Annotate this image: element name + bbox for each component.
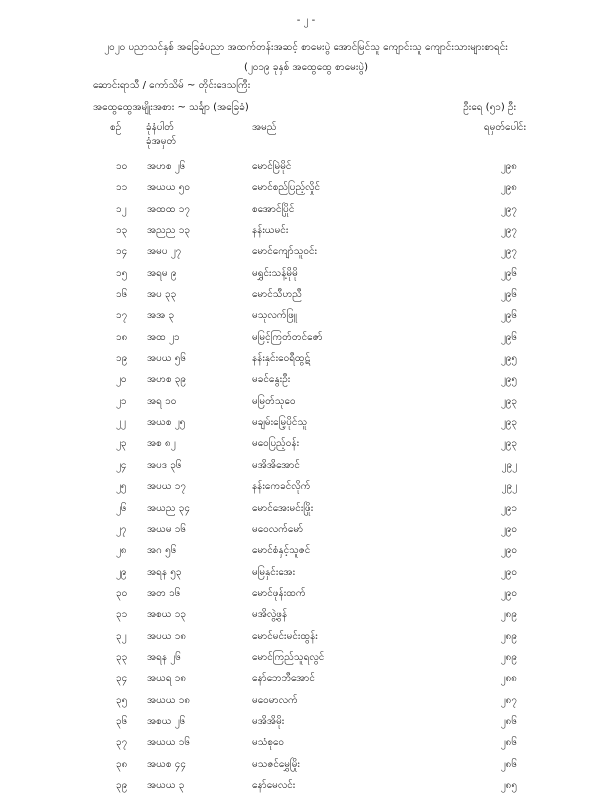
table-row (0, 202, 612, 223)
row-name: မောင်မင်းမင်းထွန်း (252, 630, 318, 642)
row-number: ၁၇ (116, 310, 128, 322)
row-roll-number: အမပ ၂၇ (147, 246, 182, 258)
table-row (0, 180, 612, 201)
row-name: မသံစုဝေ (252, 737, 285, 749)
row-name: မချမ်းမြေ့ပိုင်သူ (252, 417, 308, 429)
row-marks: ၂၈၉ (500, 609, 517, 621)
row-roll-number: အအ ၃ (147, 310, 175, 322)
table-row (0, 650, 612, 671)
table-row (0, 223, 612, 244)
row-number: ၂၂ (116, 417, 126, 429)
row-roll-number: အပယ ၁၈ (147, 630, 187, 642)
row-name: မအိအိအောင် (252, 459, 300, 471)
table-row (0, 543, 612, 564)
row-number: ၃၆ (116, 715, 128, 727)
table-row (0, 714, 612, 735)
row-roll-number: အစ ၈၂ (147, 438, 176, 450)
row-name: မမြနှင်းအေး (252, 566, 296, 578)
table-row (0, 586, 612, 607)
row-number: ၂၉ (116, 566, 127, 578)
row-number: ၁၂ (116, 203, 127, 215)
row-marks: ၂၉၂ (501, 481, 517, 493)
table-row (0, 244, 612, 265)
row-number: ၂၅ (116, 481, 127, 493)
row-roll-number: အရန ၅၃ (147, 566, 182, 578)
row-roll-number: အတ ၁၆ (147, 587, 181, 599)
row-number: ၃၈ (116, 758, 128, 770)
row-marks: ၂၉၇ (500, 203, 517, 215)
row-name: မောင်ကြည်သူရလွင် (252, 651, 325, 663)
row-roll-number: အရန ၂၆ (147, 651, 181, 663)
document-subtitle: (၂၀၁၉ ခုနှစ် အထွေထွေ စာမေးပွဲ) (243, 62, 369, 73)
row-marks: ၂၉၀ (500, 587, 517, 599)
page-number: - ၂ - (296, 15, 316, 26)
row-roll-number: အယယ ၁၆ (147, 737, 191, 749)
row-roll-number: အရမ ၉ (147, 267, 177, 279)
row-name: စအောင်ပြိုင် (252, 203, 295, 215)
row-roll-number: အယည ၃၄ (147, 502, 190, 514)
row-marks: ၂၉၆ (500, 310, 517, 322)
row-name: မအိလွဲ့ဖွန် (252, 609, 288, 621)
row-name: နော်မေလင်း (252, 779, 296, 791)
row-roll-number: အယမ ၁၆ (147, 523, 187, 535)
row-number: ၁၆ (116, 289, 128, 301)
row-roll-number: အပဒ ၃၆ (147, 459, 182, 471)
row-roll-number: အရ ၁၀ (147, 395, 177, 407)
row-number: ၁၄ (116, 246, 128, 258)
row-marks: ၂၉၈ (500, 182, 517, 194)
row-marks: ၂၈၆ (500, 758, 517, 770)
row-roll-number: အဂ ၅၆ (147, 545, 177, 557)
table-row (0, 757, 612, 778)
row-marks: ၂၉၆ (500, 289, 517, 301)
table-row (0, 607, 612, 628)
row-roll-number: အပ ၃၃ (147, 289, 177, 301)
row-roll-number: အဟစ ၂၆ (147, 161, 186, 172)
table-row (0, 693, 612, 714)
row-number: ၁၅ (116, 267, 128, 279)
table-row (0, 266, 612, 287)
row-marks: ၂၉၃ (500, 417, 517, 429)
table-row (0, 479, 612, 500)
row-name: မောင်အေးမင်းဖြိုး (252, 502, 314, 514)
row-number: ၃၉ (116, 779, 128, 791)
row-name: မမြတ်သုဝေ (252, 395, 296, 407)
row-number: ၃၀ (116, 587, 128, 599)
row-number: ၁၃ (116, 225, 128, 237)
row-name: နန်းကေခင်လိုက် (252, 481, 311, 493)
row-number: ၁၁ (116, 182, 128, 194)
total-count: ဦးရေ (၅၁) ဦး (463, 102, 516, 113)
table-row (0, 671, 612, 692)
row-roll-number: အယယ ၃ (147, 779, 185, 791)
table-row (0, 501, 612, 522)
row-name: မရွှင်းသန့်မိုမို (252, 267, 298, 279)
row-marks: ၂၉၈ (500, 161, 517, 172)
row-name: မောင်စည်ပြည့်လှိုင် (252, 182, 321, 194)
subject-category: အထွေထွေအမျိုးအစား ~ သင်္ချာ (အခြေခံ) (93, 102, 249, 113)
row-name: မောင်ကျော်သူဝင်း (252, 246, 318, 258)
table-row (0, 735, 612, 756)
row-name: မသုလက်ဖြူ (252, 310, 297, 322)
row-roll-number: အထထ ၁၇ (147, 203, 190, 215)
row-marks: ၂၉၁ (500, 502, 517, 514)
row-number: ၂၆ (116, 502, 127, 514)
row-name: မဝေမာလက် (252, 694, 298, 706)
row-name: နန်းယမင်း (252, 225, 289, 237)
row-marks: ၂၈၆ (500, 715, 517, 727)
row-marks: ၂၈၉ (500, 651, 517, 663)
row-marks: ၂၉၆ (500, 267, 517, 279)
row-number: ၂၄ (116, 459, 127, 471)
row-marks: ၂၈၈ (500, 673, 517, 685)
row-number: ၁၀ (116, 161, 128, 172)
row-number: ၁၈ (116, 331, 128, 343)
row-name: မအိအိမိုး (252, 715, 285, 727)
table-row (0, 308, 612, 329)
row-number: ၁၉ (116, 353, 128, 365)
row-roll-number: အယယ ၅၀ (147, 182, 191, 194)
row-marks: ၂၉၅ (500, 353, 517, 365)
row-name: မောင်စံနှင့်သူဇင် (252, 545, 311, 557)
row-marks: ၂၉၅ (500, 374, 517, 386)
row-number: ၂၀ (116, 374, 127, 386)
row-roll-number: အပယ ၁၇ (147, 481, 187, 493)
row-marks: ၂၈၅ (500, 779, 517, 791)
row-marks: ၂၉၃ (500, 438, 517, 450)
row-roll-number: အထ ၂၁ (147, 331, 180, 343)
row-roll-number: အပယ ၅၆ (147, 353, 187, 365)
row-roll-number: အညည ၁၃ (147, 225, 190, 237)
row-marks: ၂၉၆ (500, 331, 517, 343)
row-marks: ၂၉၇ (500, 225, 517, 237)
table-row (0, 522, 612, 543)
row-roll-number: အယယ ၁၈ (147, 694, 191, 706)
row-name: မောင်သီဟညီ (252, 289, 302, 301)
table-row (0, 372, 612, 393)
row-marks: ၂၉၂ (501, 459, 517, 471)
row-roll-number: အစယ ၂၆ (147, 715, 186, 727)
row-number: ၂၁ (116, 395, 127, 407)
row-number: ၃၃ (116, 651, 128, 663)
header-roll: ခုံနံပါတ် (146, 122, 174, 133)
table-row (0, 778, 612, 799)
results-table (0, 159, 612, 799)
table-row (0, 458, 612, 479)
row-marks: ၂၉၇ (500, 246, 517, 258)
row-name: မခင်နွေးဦး (252, 374, 291, 386)
row-name: မမြင့်ကြတ်တင်ဇော် (252, 331, 323, 343)
row-roll-number: အဟစ ၃၉ (147, 374, 187, 386)
header-name: အမည် (252, 122, 277, 133)
table-row (0, 394, 612, 415)
row-marks: ၂၉၃ (500, 395, 517, 407)
row-name: မဝေပြည့်ဝန်း (252, 438, 300, 450)
table-row (0, 629, 612, 650)
table-row (0, 287, 612, 308)
row-number: ၃၇ (116, 737, 128, 749)
row-number: ၂၈ (116, 545, 127, 557)
row-name: မဝေလက်မော် (252, 523, 304, 535)
row-number: ၃၂ (116, 630, 127, 642)
header-marks: ရမှတ်ပေါင်း (483, 122, 526, 133)
table-row (0, 159, 612, 180)
row-marks: ၂၈၆ (500, 737, 517, 749)
table-row (0, 565, 612, 586)
row-roll-number: အယစ ၄၄ (147, 758, 186, 770)
row-roll-number: အစယ ၁၃ (147, 609, 186, 621)
table-row (0, 330, 612, 351)
row-marks: ၂၉၀ (500, 545, 517, 557)
row-name: နော်ဘေဘီအောင် (252, 673, 315, 685)
row-name: မသဇင်မွှေမြိုး (252, 758, 300, 770)
row-marks: ၂၈၉ (500, 630, 517, 642)
table-row (0, 351, 612, 372)
row-number: ၂၇ (116, 523, 127, 535)
row-number: ၃၁ (116, 609, 128, 621)
row-roll-number: အယစ ၂၅ (147, 417, 186, 429)
region-line: ဆောင်းရာသီ / ကော်သိမ် ~ တိုင်းဒေသကြီး (93, 80, 251, 91)
table-row (0, 436, 612, 457)
row-marks: ၂၈၇ (500, 694, 517, 706)
document-title: ၂၀၂၀ ပညာသင်နှစ် အခြေခံပညာ အထက်တန်းအဆင့် စာမေးပွဲ အောင်မြင်သူ ကျောင်းသူ ကျောင်းသားများစာရင်း (104, 42, 508, 53)
header-roll-line2: ခုံအမှတ် (146, 136, 177, 147)
row-number: ၃၅ (116, 694, 128, 706)
row-name: မောင်မြဲမိုင် (252, 161, 292, 172)
row-number: ၃၄ (116, 673, 128, 685)
header-number: စဉ် (110, 122, 122, 133)
row-roll-number: အယရ ၁၈ (147, 673, 187, 685)
row-name: မောင်ဖုန်းထက် (252, 587, 306, 599)
row-marks: ၂၉၀ (500, 566, 517, 578)
table-row (0, 415, 612, 436)
row-number: ၂၃ (116, 438, 127, 450)
row-name: နန်းနှင်းဝေရီထွဋ် (252, 353, 311, 365)
row-marks: ၂၉၀ (500, 523, 517, 535)
